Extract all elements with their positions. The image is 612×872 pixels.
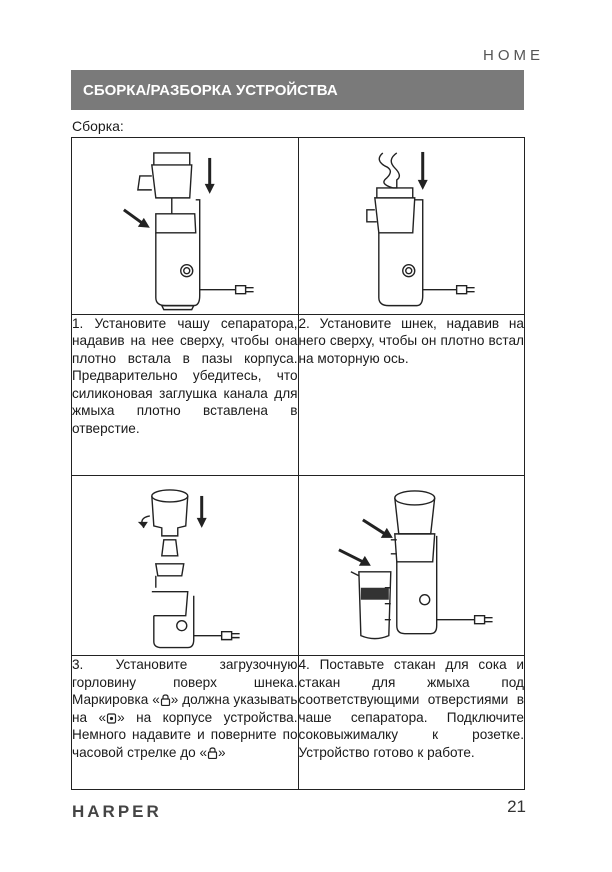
lock-closed-icon — [207, 747, 218, 759]
step-2-illustration — [298, 138, 525, 315]
banner-title: СБОРКА/РАЗБОРКА УСТРОЙСТВА — [83, 82, 338, 99]
step-1-text: 1. Установите чашу сепаратора, надавив на нее сверху, чтобы она плотно встала в пазы корпуса. Предварительно убедитесь, что силиконовая заглушка канала для жмыха плотно вставлена в отверстие. — [72, 314, 299, 475]
step-3-text — [72, 656, 299, 790]
juicer-cups-placement-drawing — [299, 476, 525, 656]
step-3-text-part-b: » должна указывать на « — [72, 692, 298, 725]
home-logo: HOME — [483, 47, 544, 64]
step-4-text: 4. Поставьте стакан для сока и стакан для жмыха под соответствующими отверстиями в чаше сепаратора. Подключите соковыжималку к розетке. Устройство готово к работе. — [298, 656, 525, 790]
page-number: 21 — [507, 797, 526, 816]
marker-dot-icon — [106, 712, 117, 724]
section-subtitle: Сборка: — [72, 118, 124, 134]
step-3-illustration — [72, 475, 299, 656]
juicer-chute-install-drawing — [72, 476, 298, 656]
harper-logo: HARPER — [72, 802, 162, 821]
step-3-text-part-c: » на корпусе устройства. Немного надавите и поверните по часовой стрелке до « — [72, 709, 298, 760]
lock-closed-icon — [160, 694, 171, 706]
juicer-bowl-install-drawing — [72, 138, 298, 314]
step-2-text: 2. Установите шнек, надавив на него сверху, чтобы он плотно встал на моторную ось. — [298, 314, 525, 475]
assembly-steps-table — [71, 137, 525, 790]
juicer-auger-install-drawing — [299, 138, 525, 314]
step-1-illustration — [72, 138, 299, 315]
step-4-illustration — [298, 475, 525, 656]
section-banner — [71, 70, 524, 110]
step-3-text-part-d: » — [218, 744, 226, 760]
step-3-text-part-a: 3. Установите загрузочную горловину поверх шнека. Маркировка « — [72, 657, 298, 708]
